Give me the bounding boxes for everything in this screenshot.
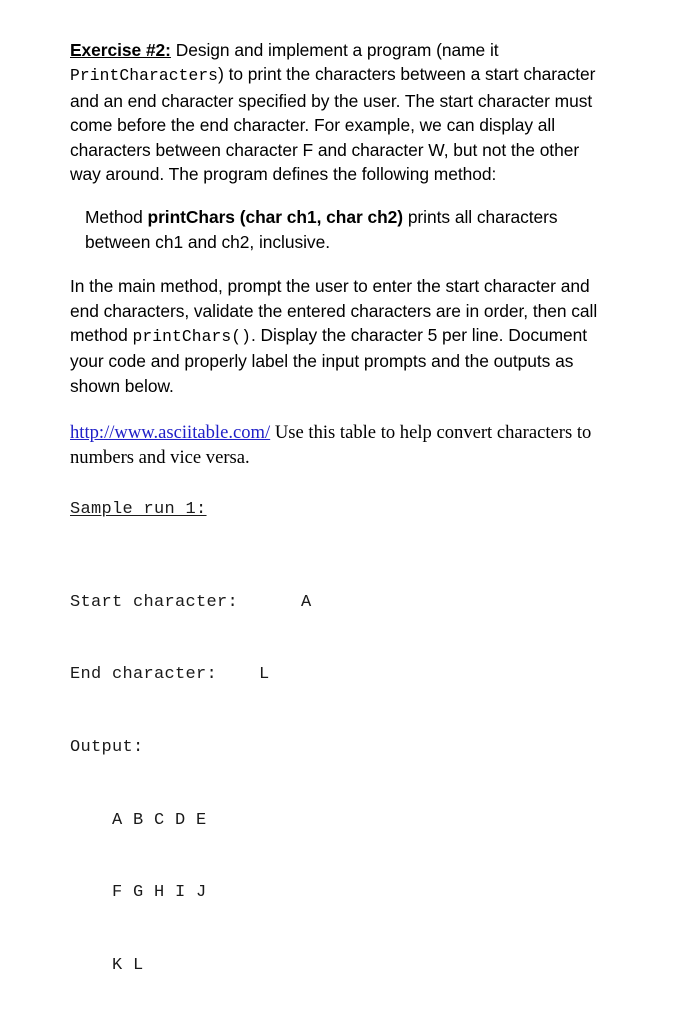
exercise-title: Exercise #2: xyxy=(70,40,171,60)
main-method-text-1: In the main method, prompt the user to enter the start character and end characters, validate the entered characters are in order, then call method xyxy=(70,276,598,346)
method-lead-label: Method xyxy=(85,207,148,228)
console-line-row-1: A B C D E xyxy=(70,810,207,830)
method-description-paragraph xyxy=(85,205,605,254)
document-content xyxy=(70,38,608,1026)
exercise-code-printcharacters: PrintCharacters xyxy=(70,66,219,86)
reference-text: Use this table to help convert characters to numbers and vice versa. xyxy=(70,422,592,469)
method-signature: printChars (char ch1, char ch2) xyxy=(147,207,404,228)
console-line-row-3: K L xyxy=(70,955,144,975)
reference-paragraph xyxy=(70,420,608,470)
sample-run-console xyxy=(70,542,608,1026)
main-method-text-2: . Display the character 5 per line. Document your code and properly label the input prompts and the outputs as shown below. xyxy=(70,325,588,396)
sample-run-heading: Sample run 1: xyxy=(70,500,207,520)
exercise-text-1: Design and implement a program (name it xyxy=(170,40,499,60)
main-method-code-printchars: printChars() xyxy=(132,327,251,347)
asciitable-link[interactable]: http://www.asciitable.com/ xyxy=(70,422,271,444)
exercise-paragraph xyxy=(70,38,608,186)
exercise-text-2: ) to print the characters between a start character and an end character specified by the user. The start character must come before the end character. For example, we can display all characters between character F and character W, but not the other way around. The program defines the following method: xyxy=(70,64,596,185)
method-tail-text: prints all characters between ch1 and ch2, inclusive. xyxy=(85,207,558,252)
console-line-start-character: Start character: A xyxy=(70,592,312,612)
console-line-end-character: End character: L xyxy=(70,665,270,685)
console-line-row-2: F G H I J xyxy=(70,883,207,903)
console-line-output-label: Output: xyxy=(70,737,144,757)
main-method-paragraph xyxy=(70,274,608,398)
sample-run-heading-wrap xyxy=(70,498,608,542)
